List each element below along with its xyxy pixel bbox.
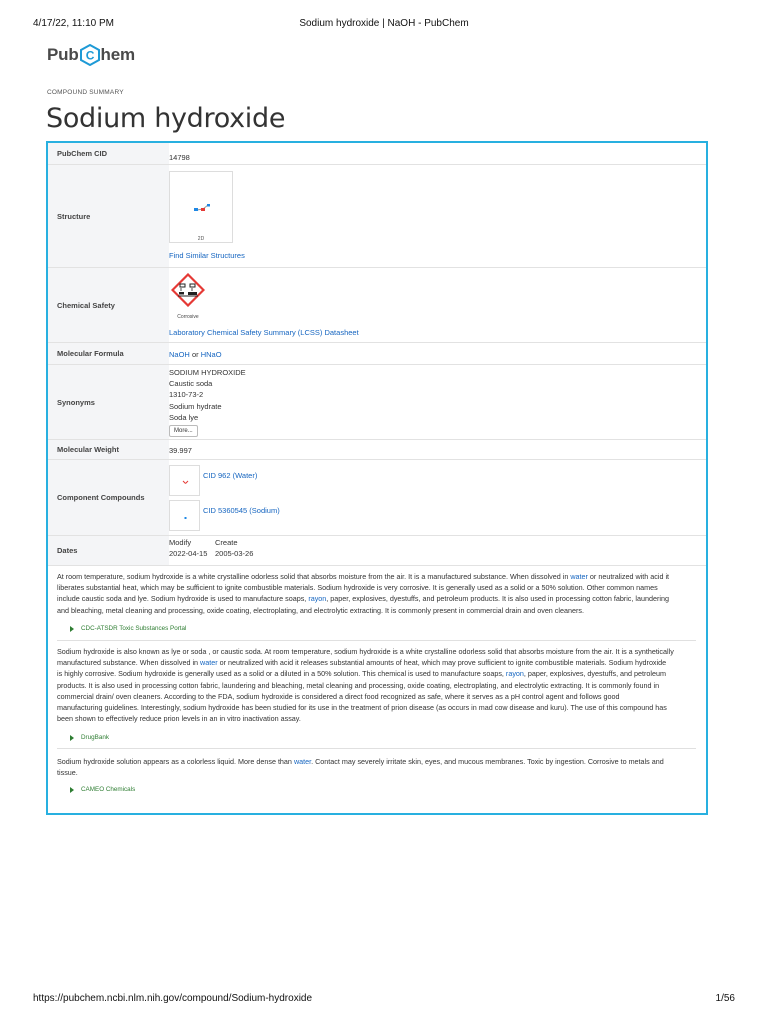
row-label: Molecular Weight	[48, 440, 169, 459]
row-label: Component Compounds	[48, 460, 169, 535]
logo-c-letter: C	[85, 48, 94, 63]
expand-triangle-icon	[70, 735, 74, 741]
print-url: https://pubchem.ncbi.nlm.nih.gov/compound/Sodium-hydroxide	[33, 993, 313, 1004]
component-water-link[interactable]: CID 962 (Water)	[203, 471, 258, 480]
print-header	[33, 18, 735, 32]
synonym-item: SODIUM HYDROXIDE	[169, 368, 246, 377]
lcss-datasheet-link[interactable]: Laboratory Chemical Safety Summary (LCSS) Datasheet	[169, 328, 359, 337]
create-label: Create	[215, 538, 238, 547]
rayon-link[interactable]: rayon	[505, 669, 524, 679]
cid-value: 14798	[169, 153, 190, 162]
print-datetime: 4/17/22, 11:10 PM	[33, 18, 114, 29]
row-synonyms	[48, 365, 706, 440]
logo-pub-text: Pub	[47, 45, 79, 64]
print-page-number: 1/56	[715, 993, 735, 1004]
component-sodium-link[interactable]: CID 5360545 (Sodium)	[203, 506, 280, 515]
row-pubchem-cid	[48, 143, 706, 165]
water-link[interactable]: water	[293, 757, 312, 766]
create-date: 2005-03-26	[215, 549, 254, 558]
corrosive-hazard-icon[interactable]	[171, 273, 205, 307]
pictogram-caption: Corrosive	[177, 314, 199, 320]
pubchem-logo[interactable]	[47, 44, 135, 66]
row-molecular-weight	[48, 440, 706, 460]
description-divider	[57, 748, 696, 749]
print-page-title: Sodium hydroxide | NaOH - PubChem	[299, 18, 469, 29]
modify-date: 2022-04-15	[169, 549, 208, 558]
molecular-weight-value: 39.997	[169, 446, 192, 455]
description-cameo: Sodium hydroxide solution appears as a colorless liquid. More dense than water. Contact may severely irritate skin, eyes, and mucous membranes. Toxic by ingestion. Corrosive to metals and tissue.	[57, 757, 664, 778]
row-label: Chemical Safety	[48, 268, 169, 342]
row-label: Structure	[48, 165, 169, 267]
source-cameo-chemicals[interactable]: CAMEO Chemicals	[70, 786, 135, 793]
description-drugbank: Sodium hydroxide is also known as lye or soda , or caustic soda. At room temperature, sodium hydroxide is a white crystalline odorless solid that absorbs moisture from the air. It is a synthetically manufactured substance. When dissolved in water or neutralized with acid it releases substantial amounts of heat, which may prove sufficient to ignite combustible materials. Sodium hydroxide is highly corrosive. Sodium hydroxide is generally used as a solid or a diluted in a 50% solution. This chemical is used to manufacture soaps, rayon, paper, explosives, dyestuffs, and petroleum products. It is also used in processing cotton fabric, laundering and bleaching, metal cleaning and processing, oxide coating, electroplating, and electrolytic extracting. It is commonly found in commercial drain/ oven cleaners. According to the FDA, sodium hydroxide is considered a direct food recognized as safe, where it serves as a pH control agent and follows good manufacturing guidelines. Interestingly, sodium hydroxide has been studied for its use in the treatment of prion disease (as occurs in mad cow disease and kuru). The use of this compound has been shown to effectively reduce prion levels in an in vitro inactivation assay.	[57, 647, 674, 724]
row-molecular-formula	[48, 343, 706, 365]
rayon-link[interactable]: rayon	[308, 594, 327, 604]
description-cdc: At room temperature, sodium hydroxide is a white crystalline odorless solid that absorbs moisture from the air. It is a manufactured substance. When dissolved in water or neutralized with acid it liberates substantial heat, which may be sufficient to ignite combustible materials. Sodium hydroxide is very corrosive. It is generally used as a solid or a 50% solution. Other common names include caustic soda and lye. Sodium hydroxide is used to manufacture soaps, rayon, paper, explosives, dyestuffs, and petroleum products. It is also used in processing cotton fabric, laundering and bleaching, metal cleaning and processing, oxide coating, electroplating, and electrolytic extracting. It is commonly present in commercial drain and oven cleaners.	[57, 572, 670, 615]
row-structure	[48, 165, 706, 268]
molecule-structure-icon	[170, 172, 234, 232]
row-label: Dates	[48, 536, 169, 565]
source-drugbank[interactable]: DrugBank	[70, 734, 109, 741]
water-link[interactable]: water	[570, 572, 588, 581]
row-label: Synonyms	[48, 365, 169, 439]
logo-hexagon-icon	[80, 44, 100, 66]
expand-triangle-icon	[70, 626, 74, 632]
compound-summary-label: COMPOUND SUMMARY	[47, 89, 124, 96]
sodium-atom-icon	[170, 501, 201, 532]
synonym-item: Caustic soda	[169, 379, 213, 389]
formula-hnao-link[interactable]: HNaO	[200, 350, 222, 359]
water-molecule-icon	[170, 466, 201, 497]
water-link[interactable]: water	[200, 658, 218, 668]
find-similar-structures-link[interactable]: Find Similar Structures	[169, 251, 245, 260]
description-divider	[57, 640, 696, 641]
source-cdc-atsdr[interactable]: CDC-ATSDR Toxic Substances Portal	[70, 625, 186, 632]
row-label: PubChem CID	[48, 143, 169, 164]
row-chemical-safety	[48, 268, 706, 343]
expand-triangle-icon	[70, 787, 74, 793]
water-thumbnail[interactable]	[169, 465, 200, 496]
synonym-item: Soda lye	[169, 412, 199, 422]
formula-or-text: or	[191, 350, 199, 359]
structure-2d-thumbnail[interactable]	[169, 171, 233, 243]
formula-naoh-link[interactable]: NaOH	[169, 350, 190, 359]
logo-hem-text: hem	[100, 45, 135, 64]
sodium-thumbnail[interactable]	[169, 500, 200, 531]
synonyms-list	[169, 367, 246, 423]
synonyms-more-button[interactable]: More...	[169, 425, 198, 437]
print-footer	[33, 993, 735, 1007]
modify-label: Modify	[169, 538, 192, 547]
synonym-item: Sodium hydrate	[169, 401, 222, 411]
row-component-compounds	[48, 460, 706, 536]
compound-summary-box	[46, 141, 708, 815]
synonym-item: 1310-73-2	[169, 390, 204, 400]
page-title: Sodium hydroxide	[46, 103, 286, 134]
row-dates	[48, 536, 706, 566]
thumbnail-caption: 2D	[197, 236, 205, 242]
row-label: Molecular Formula	[48, 343, 169, 364]
